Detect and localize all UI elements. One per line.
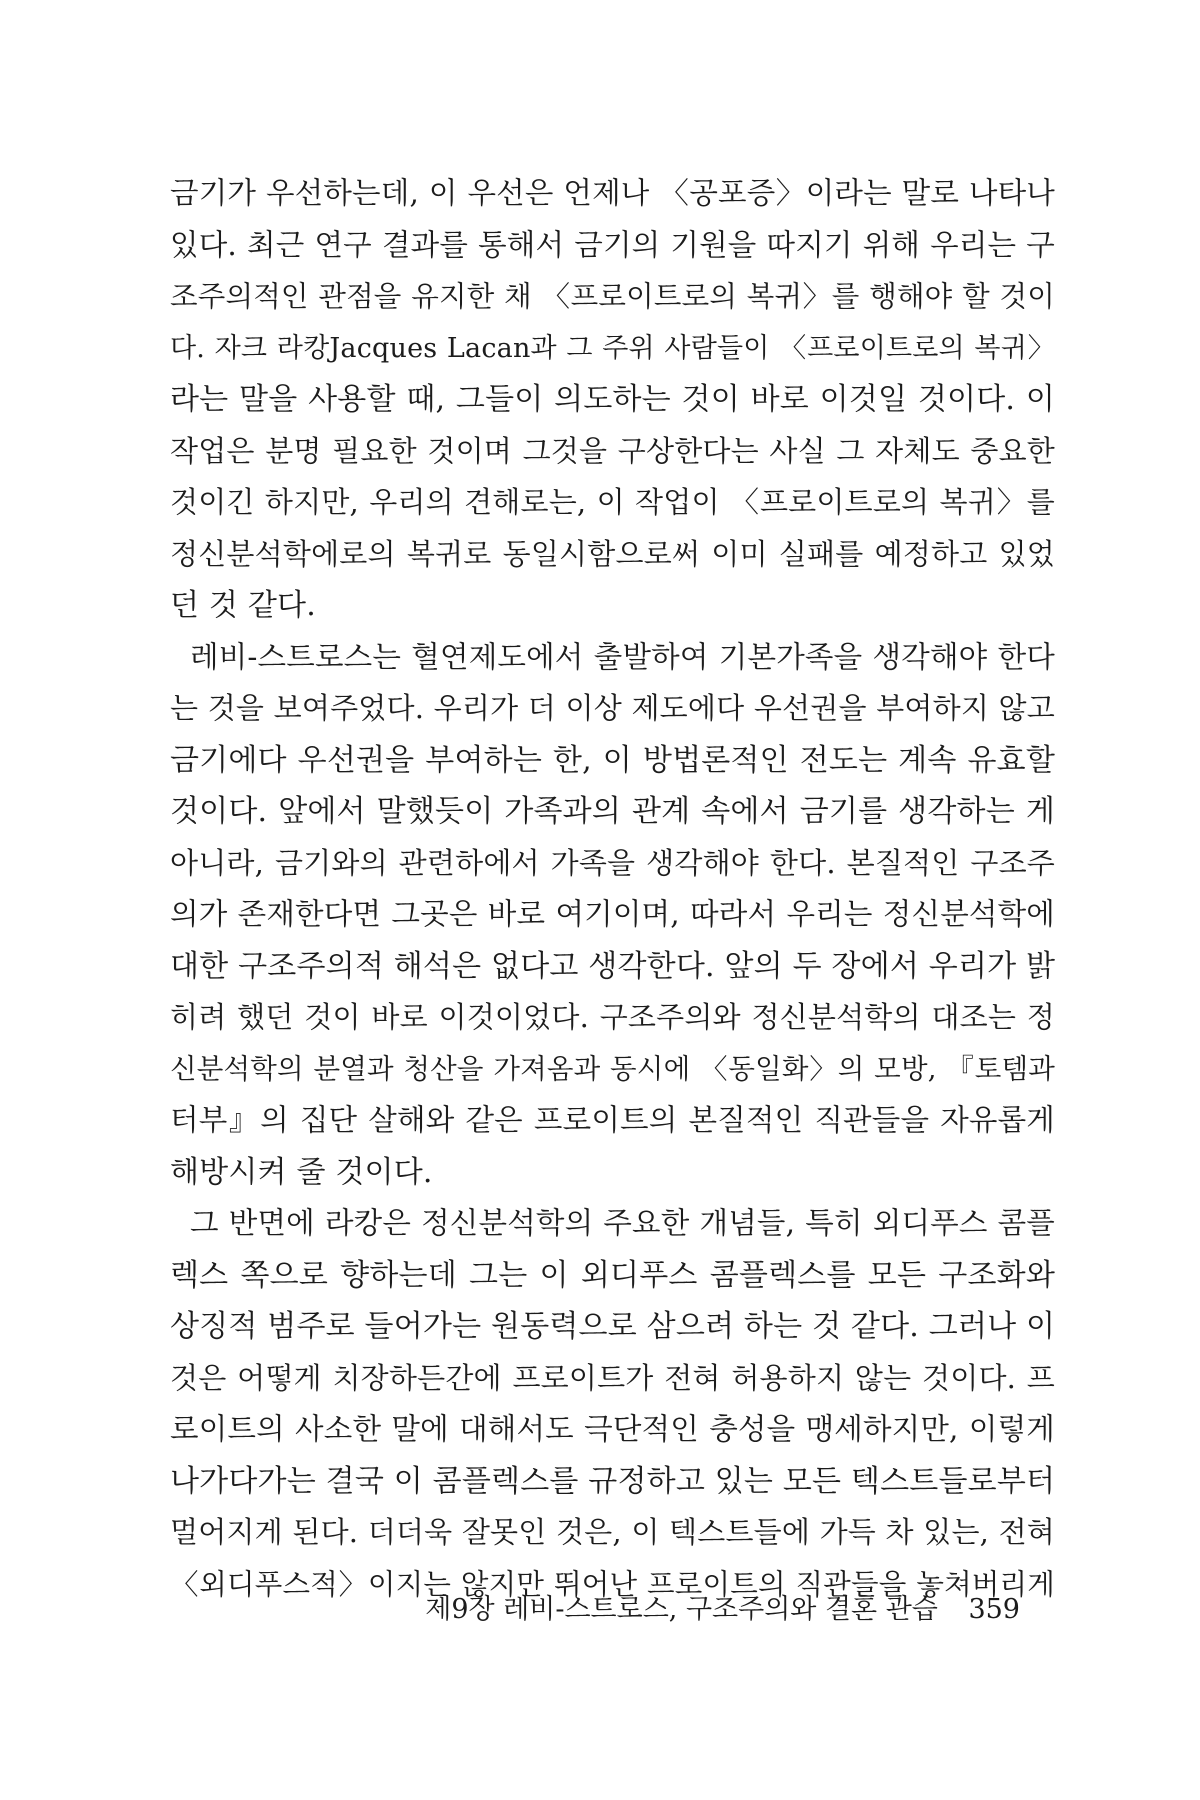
text-line: 금기가 우선하는데, 이 우선은 언제나 〈공포증〉이라는 말로 나타나 bbox=[170, 176, 1055, 210]
text-line: 신분석학의 분열과 청산을 가져옴과 동시에 〈동일화〉의 모방, 『토템과 bbox=[170, 1052, 1055, 1085]
text-line: 나가다가는 결국 이 콤플렉스를 규정하고 있는 모든 텍스트들로부터 bbox=[170, 1463, 1056, 1499]
text-line: 멀어지게 된다. 더더욱 잘못인 것은, 이 텍스트들에 가득 차 있는, 전혀 bbox=[170, 1515, 1055, 1549]
page-number: 359 bbox=[968, 1594, 1020, 1625]
text-line: 라는 말을 사용할 때, 그들이 의도하는 것이 바로 이것일 것이다. 이 bbox=[170, 382, 1055, 417]
text-line: 조주의적인 관점을 유지한 채 〈프로이트로의 복귀〉를 행해야 할 것이 bbox=[170, 280, 1055, 313]
text-line: 그 반면에 라캉은 정신분석학의 주요한 개념들, 특히 외디푸스 콤플 bbox=[190, 1206, 1055, 1240]
text-line: 정신분석학에로의 복귀로 동일시함으로써 이미 실패를 예정하고 있었 bbox=[170, 536, 1055, 571]
text-line: 상징적 범주로 들어가는 원동력으로 삼으려 하는 것 같다. 그러나 이 bbox=[170, 1309, 1056, 1344]
text-line: 터부』의 집단 살해와 같은 프로이트의 본질적인 직관들을 자유롭게 bbox=[170, 1103, 1055, 1137]
paragraph-2 bbox=[170, 632, 1055, 1199]
text-line: 레비-스트로스는 혈연제도에서 출발하여 기본가족을 생각해야 한다 bbox=[190, 639, 1055, 674]
text-line: 의가 존재한다면 그곳은 바로 여기이며, 따라서 우리는 정신분석학에 bbox=[170, 897, 1055, 931]
text-line: 히려 했던 것이 바로 이것이었다. 구조주의와 정신분석학의 대조는 정 bbox=[170, 1000, 1055, 1034]
running-footer bbox=[425, 1590, 1020, 1630]
text-line: 있다. 최근 연구 결과를 통해서 금기의 기원을 따지기 위해 우리는 구 bbox=[170, 227, 1055, 262]
text-line: 것은 어떻게 치장하든간에 프로이트가 전혀 허용하지 않는 것이다. 프 bbox=[170, 1360, 1055, 1395]
text-line: 대한 구조주의적 해석은 없다고 생각한다. 앞의 두 장에서 우리가 밝 bbox=[170, 948, 1056, 984]
text-line: 는 것을 보여주었다. 우리가 더 이상 제도에다 우선권을 부여하지 않고 bbox=[170, 691, 1055, 725]
text-line: 렉스 쪽으로 향하는데 그는 이 외디푸스 콤플렉스를 모든 구조화와 bbox=[170, 1257, 1055, 1293]
running-title: 제9장 레비-스트로스, 구조주의와 결혼 관습 bbox=[425, 1594, 938, 1625]
text-line: 금기에다 우선권을 부여하는 한, 이 방법론적인 전도는 계속 유효할 bbox=[170, 742, 1055, 778]
text-line: 로이트의 사소한 말에 대해서도 극단적인 충성을 맹세하지만, 이렇게 bbox=[170, 1412, 1055, 1446]
paragraph-3 bbox=[170, 1198, 1055, 1610]
text-line: 해방시켜 줄 것이다. bbox=[170, 1154, 433, 1190]
text-line: 〈외디푸스적〉이지는 않지만 뛰어난 프로이트의 직관들을 놓쳐버리게 bbox=[170, 1567, 1055, 1601]
text-line: 작업은 분명 필요한 것이며 그것을 구상한다는 사실 그 자체도 중요한 bbox=[170, 433, 1055, 468]
paragraph-1 bbox=[170, 168, 1055, 632]
text-line: 다. 자크 라캉Jacques Lacan과 그 주위 사람들이 〈프로이트로의 복귀〉 bbox=[170, 332, 1055, 364]
text-line: 것이긴 하지만, 우리의 견해로는, 이 작업이 〈프로이트로의 복귀〉를 bbox=[170, 485, 1055, 519]
text-line: 던 것 같다. bbox=[170, 588, 316, 623]
text-line: 아니라, 금기와의 관련하에서 가족을 생각해야 한다. 본질적인 구조주 bbox=[170, 845, 1055, 880]
text-line: 것이다. 앞에서 말했듯이 가족과의 관계 속에서 금기를 생각하는 게 bbox=[170, 794, 1055, 829]
body-text bbox=[170, 168, 1055, 1610]
